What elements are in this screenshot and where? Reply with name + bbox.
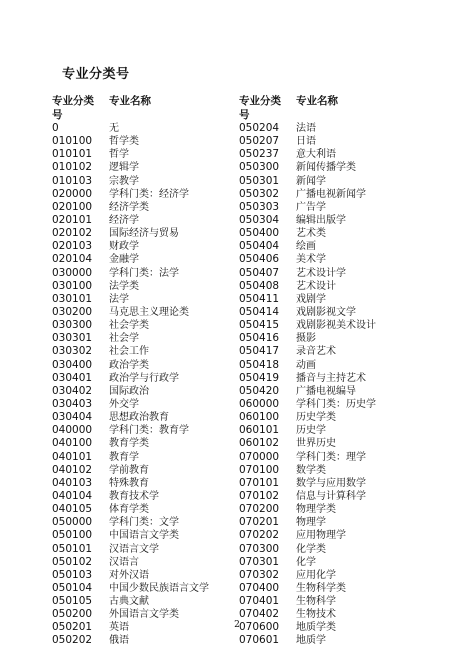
table-row <box>239 359 439 372</box>
major-code: 070000 <box>239 450 280 463</box>
major-code: 050100 <box>52 529 93 542</box>
table-row <box>239 569 439 582</box>
major-name: 俄语 <box>109 635 129 647</box>
major-code: 070302 <box>239 568 280 581</box>
major-name: 政治学类 <box>109 359 149 371</box>
major-code: 050408 <box>239 279 280 292</box>
table-row <box>239 319 439 332</box>
major-code: 050404 <box>239 240 280 253</box>
major-name: 体育学类 <box>109 504 149 516</box>
major-name: 物理学类 <box>296 504 336 516</box>
table-row <box>52 582 252 595</box>
major-code: 020103 <box>52 240 93 253</box>
right-header-row <box>239 94 439 122</box>
major-code: 050416 <box>239 332 280 345</box>
major-name: 绘画 <box>296 241 316 253</box>
major-name: 外国语言文学类 <box>109 609 179 621</box>
table-row <box>52 385 252 398</box>
table-row <box>239 543 439 556</box>
major-name: 财政学 <box>109 241 139 253</box>
page-title: 专业分类号 <box>62 67 130 82</box>
table-row <box>239 556 439 569</box>
table-row <box>52 424 252 437</box>
major-name: 学科门类：文学 <box>109 517 179 529</box>
major-name: 美术学 <box>296 254 326 266</box>
major-code: 060000 <box>239 397 280 410</box>
major-name: 应用物理学 <box>296 530 346 542</box>
major-name: 化学 <box>296 556 316 568</box>
major-code: 050301 <box>239 174 280 187</box>
major-code: 050102 <box>52 555 93 568</box>
major-code: 020101 <box>52 213 93 226</box>
major-code: 070101 <box>239 476 280 489</box>
major-name: 社会工作 <box>109 346 149 358</box>
major-name: 社会学 <box>109 333 139 345</box>
major-name: 宗教学 <box>109 175 139 187</box>
table-row <box>239 634 439 647</box>
table-row <box>52 148 252 161</box>
major-name: 戏剧影视文学 <box>296 306 356 318</box>
major-name: 汉语言 <box>109 556 139 568</box>
table-row <box>52 569 252 582</box>
major-code: 050415 <box>239 319 280 332</box>
table-row <box>52 634 252 647</box>
major-name: 中国少数民族语言文学 <box>109 582 209 594</box>
major-name: 对外汉语 <box>109 569 149 581</box>
table-row <box>239 201 439 214</box>
major-code: 030000 <box>52 266 93 279</box>
major-name: 哲学类 <box>109 136 139 148</box>
table-row <box>239 253 439 266</box>
major-name: 逻辑学 <box>109 162 139 174</box>
table-row <box>52 490 252 503</box>
major-code: 050418 <box>239 358 280 371</box>
major-code: 050419 <box>239 371 280 384</box>
major-code: 030300 <box>52 319 93 332</box>
major-code: 070601 <box>239 634 280 647</box>
header-name: 专业名称 <box>109 95 151 107</box>
major-name: 外交学 <box>109 398 139 410</box>
major-code: 030404 <box>52 411 93 424</box>
major-name: 历史学类 <box>296 412 336 424</box>
major-code: 070201 <box>239 516 280 529</box>
major-name: 无 <box>109 123 119 134</box>
major-code: 040100 <box>52 437 93 450</box>
major-code: 050400 <box>239 227 280 240</box>
major-name: 应用化学 <box>296 569 336 581</box>
table-row <box>239 516 439 529</box>
major-name: 艺术类 <box>296 228 326 240</box>
major-code: 050201 <box>52 621 93 634</box>
table-row <box>52 503 252 516</box>
table-row <box>52 359 252 372</box>
table-row <box>52 543 252 556</box>
major-code: 030400 <box>52 358 93 371</box>
major-name: 新闻传播学类 <box>296 162 356 174</box>
table-row <box>52 372 252 385</box>
major-code: 040101 <box>52 450 93 463</box>
major-code: 050103 <box>52 568 93 581</box>
major-name: 生物技术 <box>296 609 336 621</box>
major-code: 070202 <box>239 529 280 542</box>
major-name: 国际经济与贸易 <box>109 228 179 240</box>
major-name: 生物科学类 <box>296 582 346 594</box>
table-row <box>239 372 439 385</box>
table-row <box>52 411 252 424</box>
major-name: 录音艺术 <box>296 346 336 358</box>
table-row <box>52 437 252 450</box>
table-row <box>52 201 252 214</box>
right-column <box>239 94 439 648</box>
major-name: 广播电视编导 <box>296 385 356 397</box>
table-row <box>52 161 252 174</box>
major-name: 地质学类 <box>296 622 336 634</box>
major-name: 学科门类：经济学 <box>109 188 189 200</box>
table-row <box>52 227 252 240</box>
table-row <box>239 529 439 542</box>
table-row <box>52 595 252 608</box>
left-header-row <box>52 94 252 122</box>
major-code: 070400 <box>239 581 280 594</box>
table-row <box>239 188 439 201</box>
major-code: 050420 <box>239 384 280 397</box>
right-rows <box>239 122 439 648</box>
major-code: 050300 <box>239 161 280 174</box>
table-row <box>239 267 439 280</box>
left-rows <box>52 122 252 648</box>
major-name: 意大利语 <box>296 149 336 161</box>
major-code: 010100 <box>52 135 93 148</box>
major-name: 编辑出版学 <box>296 214 346 226</box>
major-name: 播音与主持艺术 <box>296 372 366 384</box>
table-row <box>52 188 252 201</box>
major-code: 020102 <box>52 227 93 240</box>
major-name: 世界历史 <box>296 438 336 450</box>
table-row <box>52 319 252 332</box>
major-code: 050407 <box>239 266 280 279</box>
major-code: 060101 <box>239 424 280 437</box>
major-code: 070600 <box>239 621 280 634</box>
major-name: 英语 <box>109 622 129 634</box>
header-code: 专业分类号 <box>239 95 281 121</box>
table-row <box>52 306 252 319</box>
table-row <box>52 267 252 280</box>
major-name: 生物科学 <box>296 596 336 608</box>
major-name: 特殊教育 <box>109 477 149 489</box>
major-name: 艺术设计学 <box>296 267 346 279</box>
table-row <box>239 293 439 306</box>
header-name: 专业名称 <box>296 95 338 107</box>
major-code: 070401 <box>239 595 280 608</box>
major-code: 050000 <box>52 516 93 529</box>
table-row <box>239 437 439 450</box>
major-name: 学科门类：法学 <box>109 267 179 279</box>
major-code: 030402 <box>52 384 93 397</box>
major-code: 020000 <box>52 187 93 200</box>
major-code: 050104 <box>52 581 93 594</box>
table-row <box>239 148 439 161</box>
table-row <box>52 122 252 135</box>
major-name: 马克思主义理论类 <box>109 306 189 318</box>
major-code: 070402 <box>239 608 280 621</box>
major-name: 化学类 <box>296 543 326 555</box>
table-row <box>52 293 252 306</box>
table-row <box>52 345 252 358</box>
major-name: 学科门类：教育学 <box>109 425 189 437</box>
major-name: 汉语言文学 <box>109 543 159 555</box>
major-name: 哲学 <box>109 149 129 161</box>
major-code: 050204 <box>239 122 280 134</box>
major-code: 050417 <box>239 345 280 358</box>
table-row <box>239 214 439 227</box>
table-row <box>52 516 252 529</box>
major-name: 教育学 <box>109 451 139 463</box>
table-row <box>239 161 439 174</box>
table-row <box>239 385 439 398</box>
major-code: 050200 <box>52 608 93 621</box>
table-row <box>239 398 439 411</box>
major-name: 广告学 <box>296 201 326 213</box>
major-name: 经济学类 <box>109 201 149 213</box>
major-code: 0 <box>52 122 59 134</box>
table-row <box>239 451 439 464</box>
major-name: 国际政治 <box>109 385 149 397</box>
major-code: 050302 <box>239 187 280 200</box>
table-row <box>239 306 439 319</box>
table-row <box>52 253 252 266</box>
major-code: 010101 <box>52 148 93 161</box>
major-code: 020100 <box>52 200 93 213</box>
major-name: 思想政治教育 <box>109 412 169 424</box>
table-row <box>52 451 252 464</box>
major-code: 040105 <box>52 503 93 516</box>
major-name: 日语 <box>296 136 316 148</box>
major-code: 040102 <box>52 463 93 476</box>
major-name: 信息与计算科学 <box>296 490 366 502</box>
major-name: 数学与应用数学 <box>296 477 366 489</box>
major-name: 新闻学 <box>296 175 326 187</box>
table-row <box>239 582 439 595</box>
major-name: 学前教育 <box>109 464 149 476</box>
major-name: 戏剧影视美术设计 <box>296 320 376 332</box>
major-name: 金融学 <box>109 254 139 266</box>
table-row <box>239 135 439 148</box>
table-row <box>239 424 439 437</box>
header-code: 专业分类号 <box>52 95 94 121</box>
table-row <box>52 464 252 477</box>
page-number: 2 <box>234 620 240 630</box>
major-code: 030403 <box>52 397 93 410</box>
major-name: 经济学 <box>109 214 139 226</box>
major-code: 050202 <box>52 634 93 647</box>
major-code: 050406 <box>239 253 280 266</box>
table-row <box>239 503 439 516</box>
major-code: 050105 <box>52 595 93 608</box>
major-name: 物理学 <box>296 517 326 529</box>
major-code: 070200 <box>239 503 280 516</box>
major-code: 030401 <box>52 371 93 384</box>
major-code: 010103 <box>52 174 93 187</box>
major-name: 数学类 <box>296 464 326 476</box>
major-name: 教育学类 <box>109 438 149 450</box>
table-row <box>239 595 439 608</box>
left-column <box>52 94 252 648</box>
table-row <box>239 122 439 135</box>
table-row <box>239 227 439 240</box>
table-row <box>52 135 252 148</box>
major-code: 050101 <box>52 542 93 555</box>
table-row <box>239 332 439 345</box>
table-row <box>52 240 252 253</box>
major-name: 地质学 <box>296 635 326 647</box>
major-name: 历史学 <box>296 425 326 437</box>
major-name: 社会学类 <box>109 320 149 332</box>
major-code: 070301 <box>239 555 280 568</box>
major-name: 学科门类：理学 <box>296 451 366 463</box>
table-row <box>239 464 439 477</box>
major-name: 法学 <box>109 293 129 305</box>
table-row <box>239 477 439 490</box>
major-code: 040000 <box>52 424 93 437</box>
major-code: 050411 <box>239 292 280 305</box>
table-row <box>52 332 252 345</box>
major-name: 法学类 <box>109 280 139 292</box>
major-name: 教育技术学 <box>109 490 159 502</box>
table-row <box>52 398 252 411</box>
major-name: 古典文献 <box>109 596 149 608</box>
major-code: 050207 <box>239 135 280 148</box>
major-name: 政治学与行政学 <box>109 372 179 384</box>
major-code: 070300 <box>239 542 280 555</box>
major-code: 050304 <box>239 213 280 226</box>
major-name: 艺术设计 <box>296 280 336 292</box>
table-row <box>52 280 252 293</box>
major-code: 070102 <box>239 489 280 502</box>
major-code: 030301 <box>52 332 93 345</box>
table-row <box>52 175 252 188</box>
table-row <box>52 477 252 490</box>
major-code: 040103 <box>52 476 93 489</box>
major-code: 030200 <box>52 305 93 318</box>
major-code: 050414 <box>239 305 280 318</box>
major-code: 020104 <box>52 253 93 266</box>
major-name: 动画 <box>296 359 316 371</box>
table-row <box>52 529 252 542</box>
major-code: 060100 <box>239 411 280 424</box>
table-row <box>239 280 439 293</box>
major-code: 050237 <box>239 148 280 161</box>
major-name: 戏剧学 <box>296 293 326 305</box>
major-code: 030302 <box>52 345 93 358</box>
major-code: 030100 <box>52 279 93 292</box>
major-code: 030101 <box>52 292 93 305</box>
table-row <box>52 556 252 569</box>
major-code: 070100 <box>239 463 280 476</box>
major-name: 学科门类：历史学 <box>296 398 376 410</box>
table-row <box>239 490 439 503</box>
table-row <box>239 240 439 253</box>
table-row <box>239 175 439 188</box>
table-row <box>239 411 439 424</box>
major-code: 010102 <box>52 161 93 174</box>
major-name: 广播电视新闻学 <box>296 188 366 200</box>
major-code: 040104 <box>52 489 93 502</box>
major-code: 060102 <box>239 437 280 450</box>
table-row <box>239 345 439 358</box>
table-row <box>52 214 252 227</box>
major-name: 摄影 <box>296 333 316 345</box>
major-name: 中国语言文学类 <box>109 530 179 542</box>
major-name: 法语 <box>296 123 316 134</box>
major-code: 050303 <box>239 200 280 213</box>
